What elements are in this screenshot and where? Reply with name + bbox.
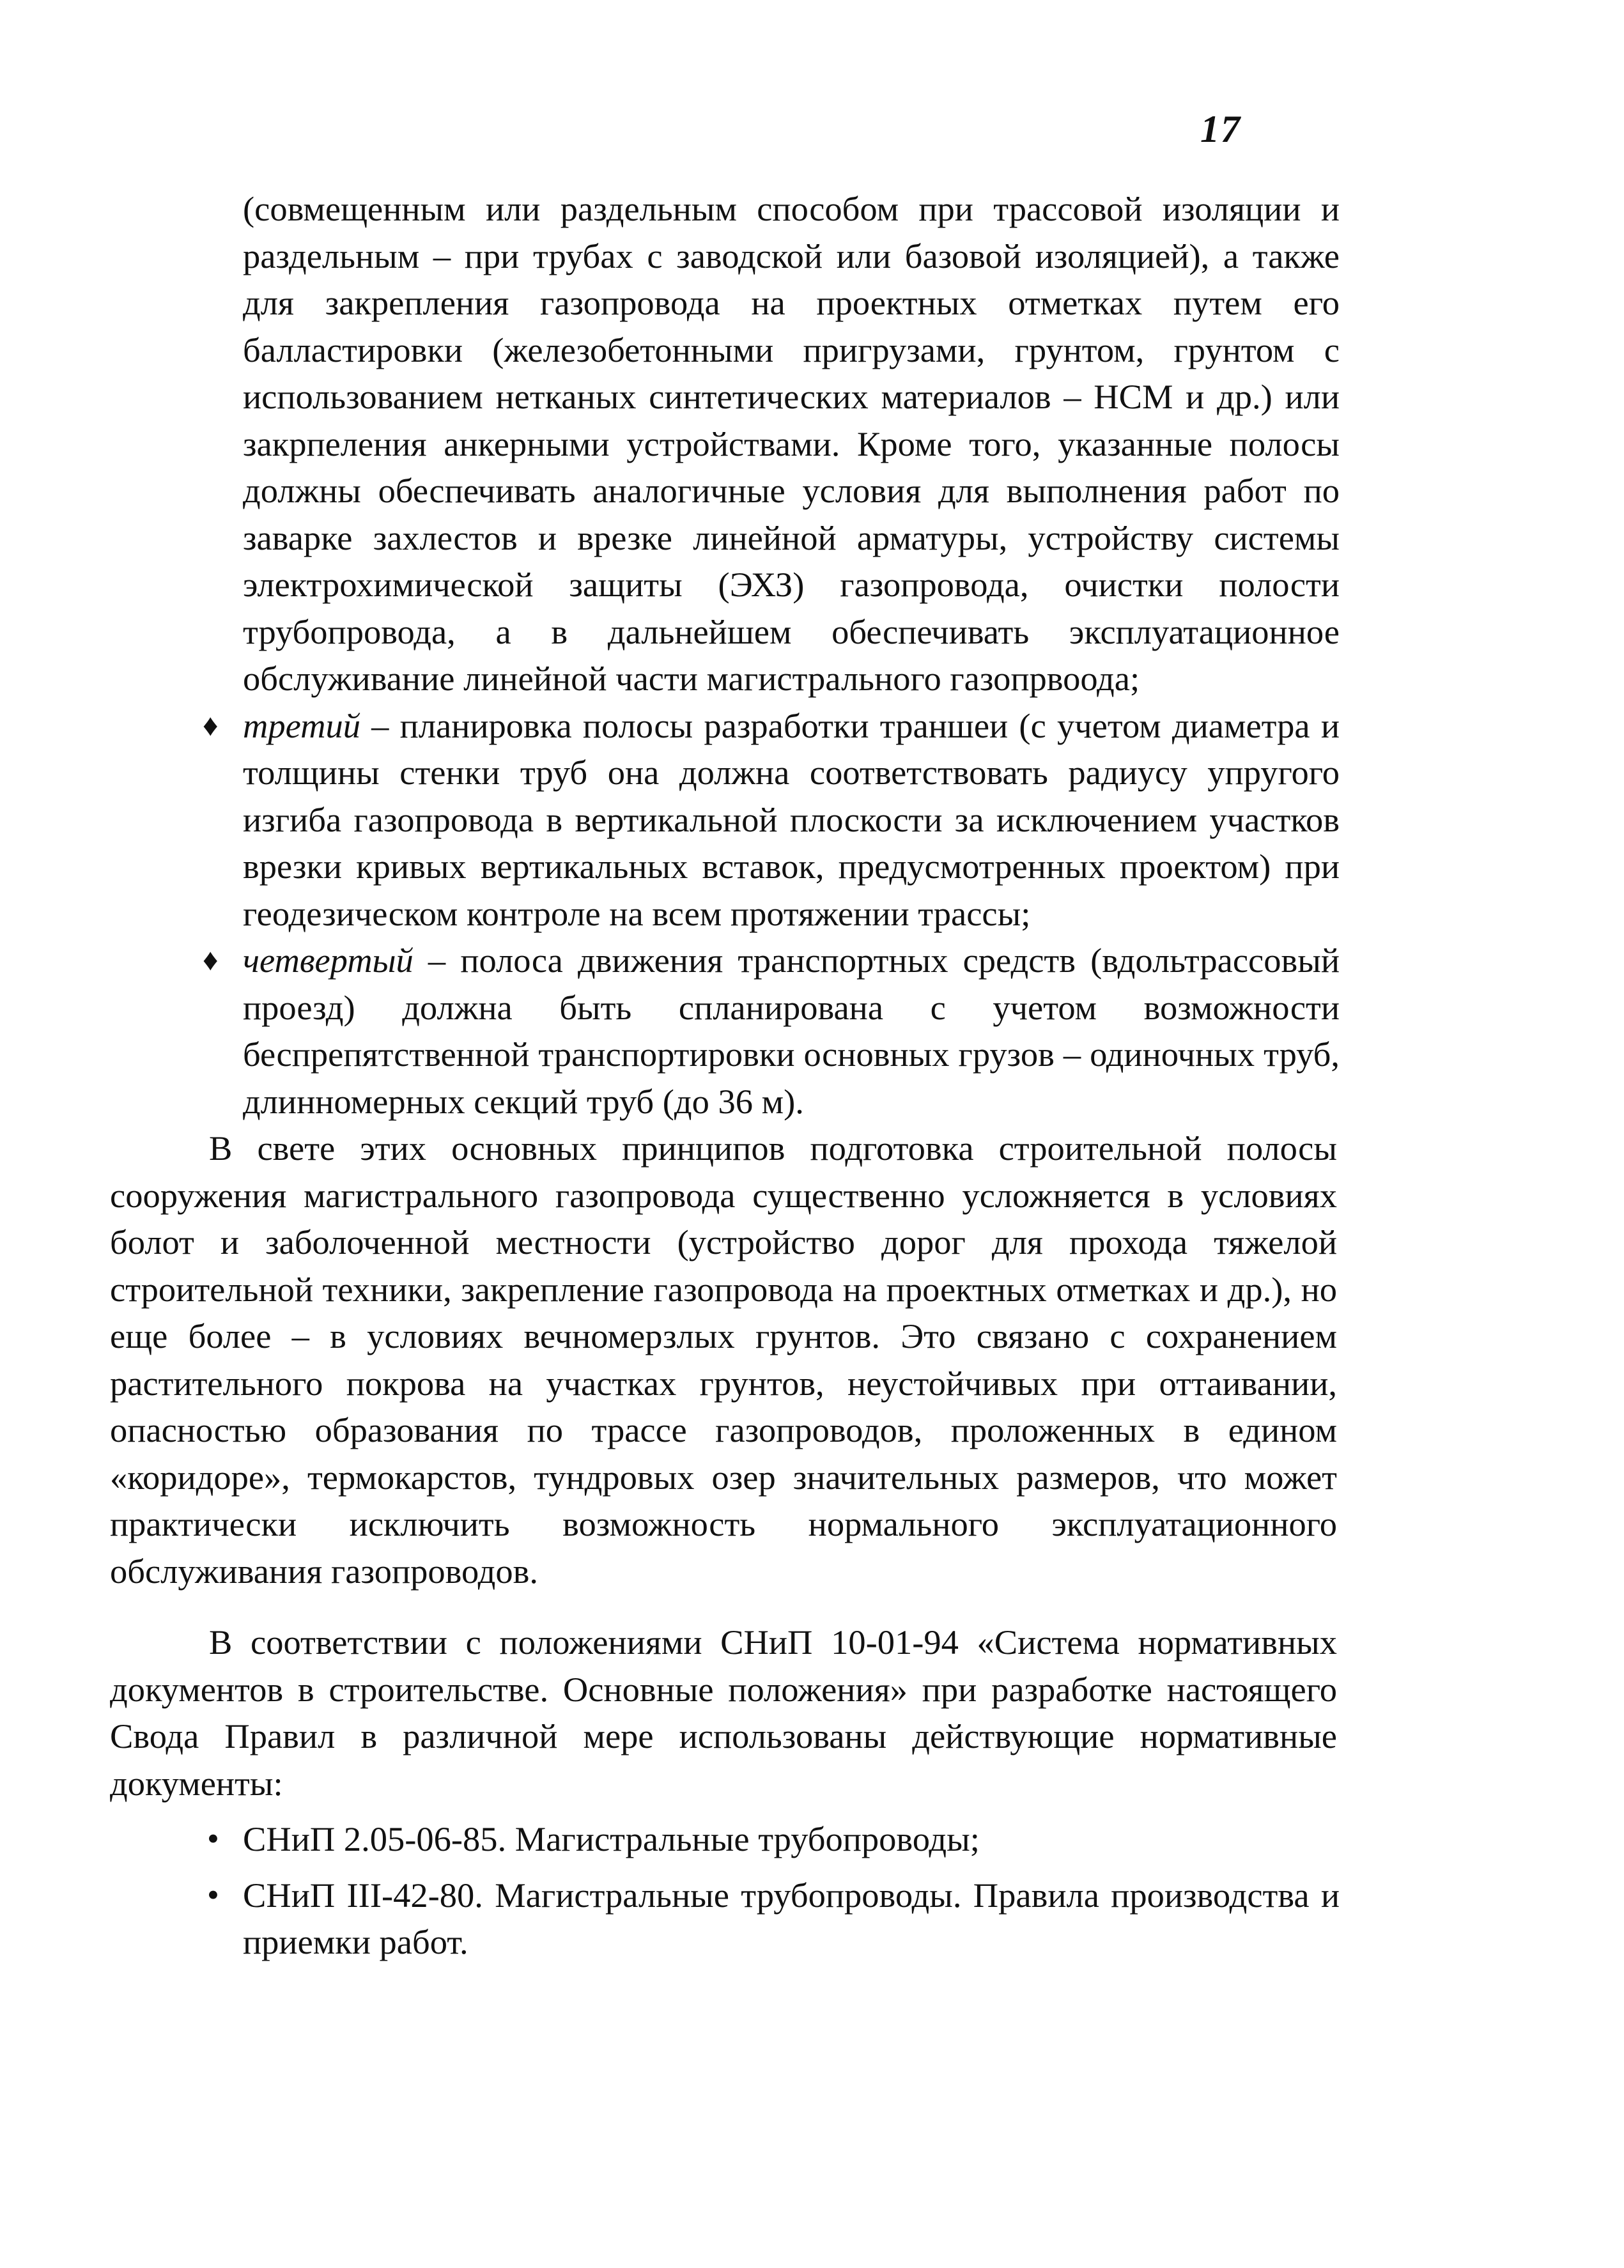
- list-item: [110, 1872, 1340, 1966]
- list-item: [110, 1816, 1340, 1863]
- list-term: четвертый: [243, 941, 414, 980]
- document-text: СНиП III-42-80. Магистральные трубопроводы. Правила производства и приемки работ.: [243, 1875, 1340, 1961]
- list-text: – планировка полосы разработки траншеи (с учетом диаметра и толщины стенки труб она должна соответствовать радиусу упругого изгиба газопровода в вертикальной плоскости за исключением участков врезки кривых вертикальных вставок, предусмотренных проектом) при геодезическом контроле на всем протяжении трассы;: [243, 706, 1340, 933]
- list-term: третий: [243, 706, 360, 745]
- list-text: – полоса движения транспортных средств (вдольтрассовый проезд) должна быть спланирована с учетом возможности беспрепятственной транспортировки основных грузов – одиночных труб, длинномерных секций труб (до 36 м).: [243, 941, 1340, 1121]
- diamond-bullet-icon: ♦: [203, 708, 219, 743]
- page-body: [110, 185, 1340, 1966]
- list-item: [110, 702, 1340, 937]
- documents-list: [110, 1816, 1340, 1966]
- diamond-bullet-icon: ♦: [203, 943, 219, 977]
- paragraph-snip: В соответствии с положениями СНиП 10-01-94 «Система нормативных документов в строительстве. Основные положения» при разработке настоящего Свода Правил в различной мере использованы действующие нормативные документы:: [110, 1623, 1337, 1803]
- dot-bullet-icon: •: [207, 1875, 219, 1914]
- stage-list: [110, 702, 1340, 1125]
- document-text: СНиП 2.05-06-85. Магистральные трубопроводы;: [243, 1819, 980, 1858]
- dot-bullet-icon: •: [207, 1819, 219, 1858]
- page-number: 17: [1200, 108, 1241, 150]
- paragraph-principles: В свете этих основных принципов подготовка строительной полосы сооружения магистрального газопровода существенно усложняется в условиях болот и заболоченной местности (устройство дорог для прохода тяжелой строительной техники, закрепление газопровода на проектных отметках и др.), но еще более – в условиях вечномерзлых грунтов. Это связано с сохранением растительного покрова на участках грунтов, неустойчивых при оттаивании, опасностью образования по трассе газопроводов, проложенных в едином «коридоре», термокарстов, тундровых озер значительных размеров, что может практически исключить возможность нормального эксплуатационного обслуживания газопроводов.: [110, 1129, 1337, 1591]
- list-item: [110, 937, 1340, 1125]
- continuation-paragraph: (совмещенным или раздельным способом при трассовой изоляции и раздельным – при трубах с заводской или базовой изоляцией), а также для закрепления газопровода на проектных отметках путем его балластировки (железобетонными пригрузами, грунтом, грунтом с использованием нетканых синтетических материалов – НСМ и др.) или закрпеления анкерными устройствами. Кроме того, указанные полосы должны обеспечивать аналогичные условия для выполнения работ по заварке захлестов и врезке линейной арматуры, устройству системы электрохимической защиты (ЭХЗ) газопровода, очистки полости трубопровода, а в дальнейшем обеспечивать эксплуатационное обслуживание линейной части магистрального газопрвоода;: [243, 189, 1340, 698]
